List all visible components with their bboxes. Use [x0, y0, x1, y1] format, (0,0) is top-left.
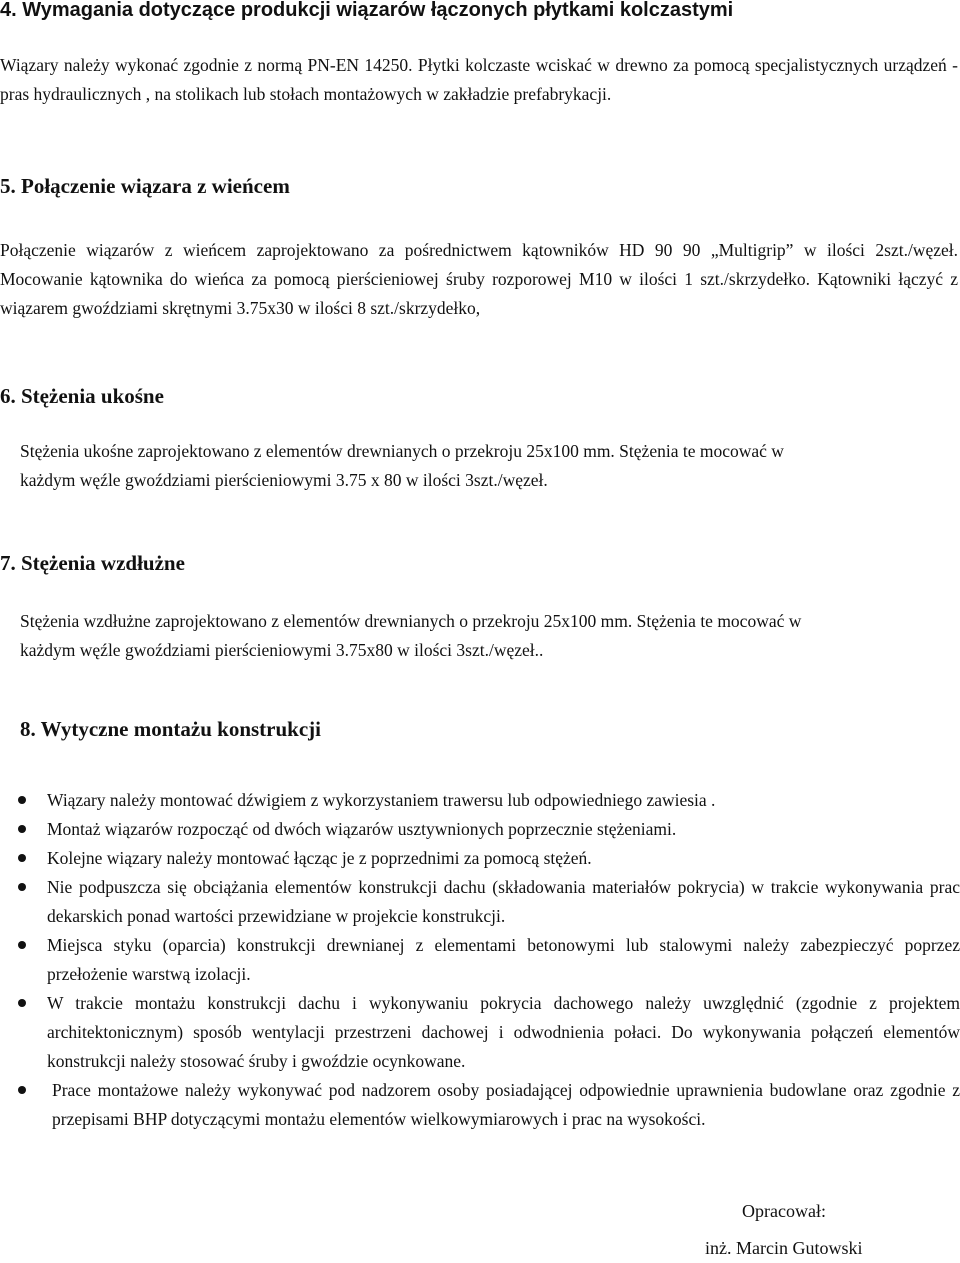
list-item: Montaż wiązarów rozpocząć od dwóch wiązarów usztywnionych poprzecznie stężeniami. — [0, 815, 960, 844]
bullet-icon — [18, 854, 26, 862]
section-6-line-2: każdym węźle gwoździami pierścieniowymi 3.75 x 80 w ilości 3szt./węzeł. — [20, 470, 548, 490]
bullet-icon — [18, 1086, 26, 1094]
bullet-icon — [18, 825, 26, 833]
bullet-icon — [18, 999, 26, 1007]
list-item: Nie podpuszcza się obciążania elementów konstrukcji dachu (składowania materiałów pokrycia) w trakcie wykonywania prac dekarskich ponad wartości przewidziane w projekcie konstrukcji. — [0, 873, 960, 931]
bullet-icon — [18, 796, 26, 804]
list-item: Miejsca styku (oparcia) konstrukcji drewnianej z elementami betonowymi lub stalowymi należy zabezpieczyć poprzez przełożenie warstwą izolacji. — [0, 931, 960, 989]
section-4-paragraph: Wiązary należy wykonać zgodnie z normą PN-EN 14250. Płytki kolczaste wciskać w drewno za pomocą specjalistycznych urządzeń - pras hydraulicznych , na stolikach lub stołach montażowych w zakładzie prefabrykacji. — [0, 55, 958, 104]
section-6-heading: 6. Stężenia ukośne — [0, 384, 164, 408]
section-7-heading: 7. Stężenia wzdłużne — [0, 551, 185, 575]
list-item: Kolejne wiązary należy montować łącząc je z poprzednimi za pomocą stężeń. — [0, 844, 960, 873]
list-item: Prace montażowe należy wykonywać pod nadzorem osoby posiadającej odpowiednie uprawnienia budowlane oraz zgodnie z przepisami BHP dotyczącymi montażu elementów wielkowymiarowych i prac na wysokości. — [0, 1076, 960, 1134]
bullet-icon — [18, 941, 26, 949]
section-6-line-1: Stężenia ukośne zaprojektowano z elementów drewnianych o przekroju 25x100 mm. Stężenia te mocować w — [20, 441, 784, 461]
signature-label: Opracował: — [742, 1201, 826, 1221]
bullet-icon — [18, 883, 26, 891]
list-item: W trakcie montażu konstrukcji dachu i wykonywaniu pokrycia dachowego należy uwzględnić (zgodnie z projektem architektonicznym) sposób wentylacji przestrzeni dachowej i odwodnienia połaci. Do wykonywania połączeń elementów konstrukcji należy stosować śruby i gwoździe ocynkowane. — [0, 989, 960, 1076]
section-8-heading: 8. Wytyczne montażu konstrukcji — [20, 717, 321, 741]
assembly-guidelines-list — [0, 786, 960, 1134]
section-7-line-2: każdym węźle gwoździami pierścieniowymi 3.75x80 w ilości 3szt./węzeł.. — [20, 640, 544, 660]
section-4-heading: 4. Wymagania dotyczące produkcji wiązarów łączonych płytkami kolczastymi — [0, 0, 734, 21]
signature-name: inż. Marcin Gutowski — [705, 1238, 863, 1258]
section-5-paragraph: Połączenie wiązarów z wieńcem zaprojektowano za pośrednictwem kątowników HD 90 90 „Multigrip” w ilości 2szt./węzeł. Mocowanie kątownika do wieńca za pomocą pierścieniowej śruby rozporowej M10 w ilości 1 szt./skrzydełko. Kątowniki łączyć z wiązarem gwoździami skrętnymi 3.75x30 w ilości 8 szt./skrzydełko, — [0, 240, 958, 318]
list-item: Wiązary należy montować dźwigiem z wykorzystaniem trawersu lub odpowiedniego zawiesia . — [0, 786, 960, 815]
section-5-heading: 5. Połączenie wiązara z wieńcem — [0, 174, 290, 198]
section-7-line-1: Stężenia wzdłużne zaprojektowano z elementów drewnianych o przekroju 25x100 mm. Stężenia te mocować w — [20, 611, 802, 631]
